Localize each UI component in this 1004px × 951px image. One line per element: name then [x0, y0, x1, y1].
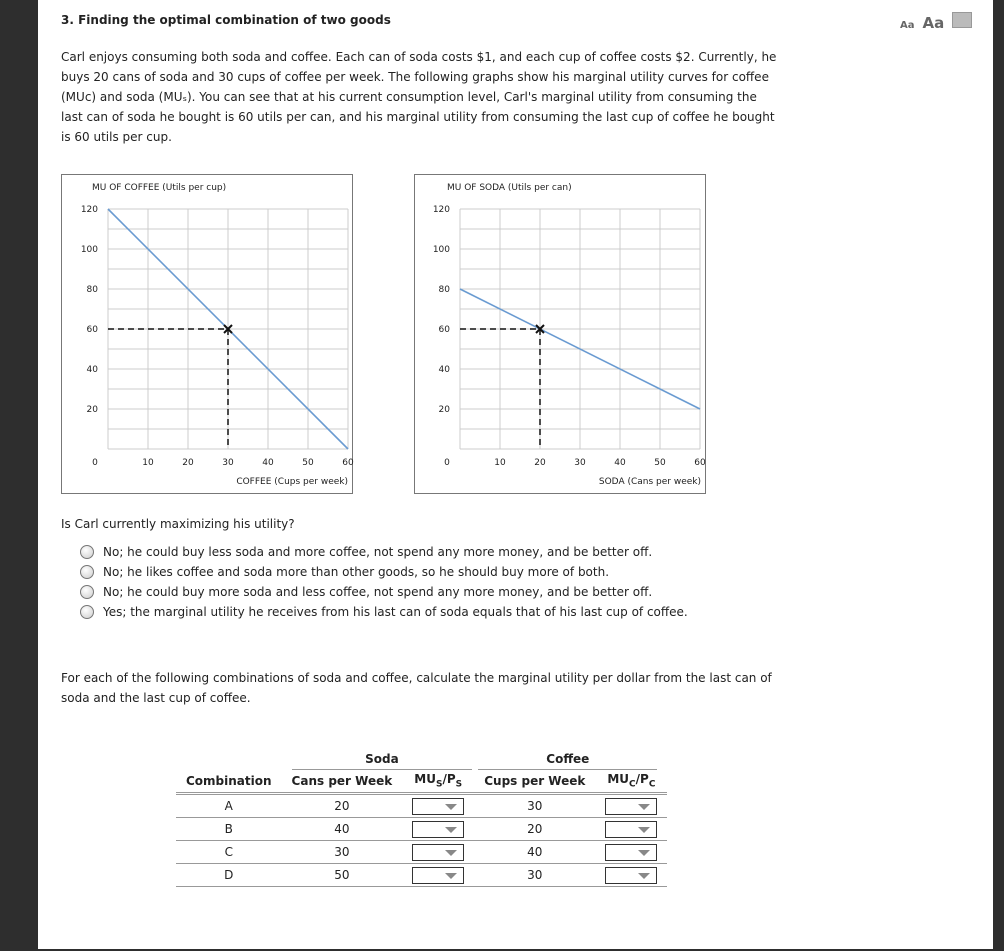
text-larger-button[interactable]: Aa	[922, 14, 945, 32]
radio-button[interactable]	[80, 545, 94, 559]
radio-button[interactable]	[80, 585, 94, 599]
question-page	[38, 0, 993, 949]
x-tick-label: 60	[342, 458, 354, 468]
table-row	[176, 818, 667, 841]
x-tick-label: 40	[262, 458, 274, 468]
x-tick-label: 0	[92, 458, 98, 468]
y-tick-label: 20	[86, 405, 98, 415]
cans-cell: 50	[282, 864, 403, 887]
x-tick-label: 0	[444, 458, 450, 468]
option-label: No; he could buy less soda and more coffee, not spend any more money, and be better off.	[103, 545, 653, 559]
option-label: No; he likes coffee and soda more than other goods, so he should buy more of both.	[103, 565, 610, 579]
mus-ps-dropdown[interactable]	[412, 821, 464, 838]
question-text: Is Carl currently maximizing his utility?	[61, 517, 295, 531]
x-tick-label: 50	[654, 458, 666, 468]
mus-ps-dropdown[interactable]	[412, 798, 464, 815]
option-label: Yes; the marginal utility he receives from his last can of soda equals that of his last cup of coffee.	[103, 605, 688, 619]
combination-cell: B	[176, 818, 282, 841]
cans-cell: 40	[282, 818, 403, 841]
cups-header: Cups per Week	[474, 770, 595, 794]
answer-option[interactable]	[80, 545, 652, 559]
y-tick-label: 40	[86, 365, 98, 375]
x-tick-label: 30	[222, 458, 234, 468]
y-tick-label: 120	[432, 205, 450, 215]
cups-cell: 40	[474, 841, 595, 864]
y-tick-label: 40	[438, 365, 450, 375]
muc-pc-dropdown[interactable]	[605, 821, 657, 838]
cups-cell: 30	[474, 864, 595, 887]
x-axis-label: COFFEE (Cups per week)	[236, 477, 348, 487]
combination-cell: C	[176, 841, 282, 864]
cans-header: Cans per Week	[282, 770, 403, 794]
coffee-mu-chart[interactable]	[61, 174, 353, 494]
muc-pc-dropdown[interactable]	[605, 798, 657, 815]
text-smaller-button[interactable]: Aa	[900, 20, 915, 31]
x-tick-label: 50	[302, 458, 314, 468]
x-tick-label: 30	[574, 458, 586, 468]
y-tick-label: 60	[438, 325, 450, 335]
muc-pc-dropdown[interactable]	[605, 867, 657, 884]
x-tick-label: 10	[494, 458, 506, 468]
chart-title: MU OF COFFEE (Utils per cup)	[92, 183, 227, 193]
x-axis-label: SODA (Cans per week)	[598, 477, 701, 487]
x-tick-label: 10	[142, 458, 154, 468]
combination-cell: A	[176, 794, 282, 818]
muc-pc-header: $MU_C/P_C$	[595, 770, 667, 794]
cups-cell: 20	[474, 818, 595, 841]
combination-cell: D	[176, 864, 282, 887]
intro-text: Carl enjoys consuming both soda and coffee. Each can of soda costs $1, and each cup of coffee costs $2. Currently, he buys 20 cans of soda and 30 cups of coffee per week. The following graphs show his marginal utility curves for coffee (MUᴄ) and soda (MUₛ). You can see that at his current consumption level, Carl's marginal utility from consuming the last can of soda he bought is 60 utils per can, and his marginal utility from consuming the last cup of coffee he bought is 60 utils per cup.	[61, 50, 777, 144]
x-tick-label: 60	[694, 458, 706, 468]
mus-ps-dropdown[interactable]	[412, 867, 464, 884]
soda-mu-chart[interactable]	[414, 174, 706, 494]
mu-per-dollar-table	[176, 748, 667, 887]
answer-option[interactable]	[80, 565, 609, 579]
combination-header: Combination	[176, 770, 282, 794]
mus-ps-header: $MU_S/P_S$	[402, 770, 474, 794]
x-tick-label: 40	[614, 458, 626, 468]
answer-option[interactable]	[80, 585, 652, 599]
table-row	[176, 794, 667, 818]
table-row	[176, 841, 667, 864]
table-row	[176, 864, 667, 887]
coffee-group-header: Coffee	[478, 752, 657, 770]
instructions-text: For each of the following combinations of soda and coffee, calculate the marginal utility per dollar from the last can of soda and the last cup of coffee.	[61, 671, 772, 705]
cans-cell: 30	[282, 841, 403, 864]
y-tick-label: 60	[86, 325, 98, 335]
mus-ps-dropdown[interactable]	[412, 844, 464, 861]
answer-option[interactable]	[80, 605, 688, 619]
y-tick-label: 100	[432, 245, 450, 255]
y-tick-label: 100	[80, 245, 98, 255]
muc-pc-dropdown[interactable]	[605, 844, 657, 861]
option-label: No; he could buy more soda and less coffee, not spend any more money, and be better off.	[103, 585, 653, 599]
y-tick-label: 120	[80, 205, 98, 215]
y-tick-label: 80	[438, 285, 450, 295]
radio-button[interactable]	[80, 565, 94, 579]
radio-button[interactable]	[80, 605, 94, 619]
chart-title: MU OF SODA (Utils per can)	[447, 183, 572, 193]
cans-cell: 20	[282, 794, 403, 818]
y-tick-label: 20	[438, 405, 450, 415]
x-tick-label: 20	[182, 458, 194, 468]
soda-group-header: Soda	[292, 752, 473, 770]
print-icon[interactable]	[952, 12, 972, 28]
toolbar	[900, 12, 972, 32]
x-tick-label: 20	[534, 458, 546, 468]
question-title: 3. Finding the optimal combination of two goods	[61, 13, 391, 27]
y-tick-label: 80	[86, 285, 98, 295]
cups-cell: 30	[474, 794, 595, 818]
